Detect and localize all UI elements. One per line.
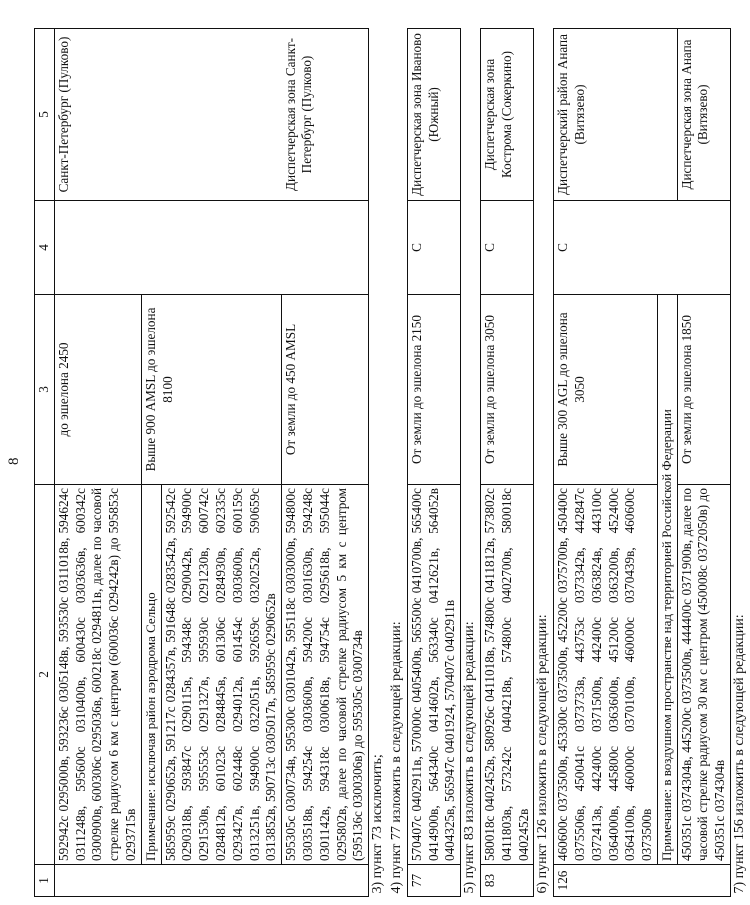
height-cell: От земли до 450 AMSL xyxy=(282,295,369,485)
table-row xyxy=(282,29,369,897)
header-cell: 3 xyxy=(35,295,55,485)
coordinates-cell: 580018с 0402452в, 580926с 0411018в, 574800с 0411812в, 573802с 0411803в, 573242с 0404218в, 574800с 0402700в, 580018с 0402452в xyxy=(480,485,533,865)
table-row xyxy=(54,29,141,897)
class-cell: С xyxy=(407,201,460,295)
coordinates-cell: 592942с 0295000в, 593236с 0305148в, 593530с 0311018в, 594624с 0311248в, 595600с 0310400в, 600430с 0303636в, 600342с 0300900в, 600306с 0295036в, 600218с 0294811в, далее по часовой стрелке радиусом 6 км с центром (600036с 0294242в) до 595853с 0293715в xyxy=(54,485,141,865)
amendment-row xyxy=(369,29,388,897)
coordinates-cell: 460600с 0373500в, 453300с 0373500в, 452200с 0375700в, 450400с 0375506в, 450041с 0373733в, 443753с 0373342в, 442847с 0372413в, 442400с 0371500в, 442400с 0363824в, 443100с 0364000в, 445800с 0363600в, 451200с 0363200в, 452400с 0364100в, 460000с 0370100в, 460000с 0370439в, 460600с 0373500в xyxy=(554,485,658,865)
class-cell xyxy=(54,201,368,295)
unit-cell: Диспетчерский район Анапа (Витязево) xyxy=(554,29,678,201)
amendment-row xyxy=(534,29,554,897)
height-cell: Выше 900 AMSL до эшелона 8100 xyxy=(141,295,281,485)
amendment-row xyxy=(731,29,750,897)
header-cell: 2 xyxy=(35,485,55,865)
table-row xyxy=(677,29,730,897)
page-number: 8 xyxy=(6,457,22,465)
row-number-cell: 77 xyxy=(407,865,460,897)
row-number-cell: 83 xyxy=(480,865,533,897)
header-cell: 1 xyxy=(35,865,55,897)
amendment-text: 5) пункт 83 изложить в следующей редакции: xyxy=(462,621,478,894)
coordinates-cell: 450351с 0374304в, 445200с 0373500в, 444400с 0371900в, далее по часовой стрелке радиусом 30 км с центром (450008с 0372050в) до 450351с 0374304в xyxy=(677,485,730,865)
unit-cell: Диспетчерская зона Анапа (Витязево) xyxy=(677,29,730,201)
coordinates-cell: 595305с 0300734в, 595300с 0301042в, 595118с 0303000в, 594800с 0303518в, 594254с 0303600в, 594200с 0301630в, 594248с 0301142в, 594318с 0300618в, 594754с 0295618в, 595044с 0295802в, далее по часовой стрелке радиусом 5 км с центром (595136с 0300306в) до 595305с 0300734в xyxy=(282,485,369,865)
airspace-table xyxy=(34,28,750,897)
coordinates-cell: 570407с 0402911в, 570000с 0405400в, 565500с 0410700в, 565400с 0414900в, 564340с 0414602в, 563340с 0412621в, 564052в 0404325в, 565947с 0401924, 570407с 0402911в xyxy=(407,485,460,865)
amendment-row xyxy=(388,29,407,897)
note-cell: Примечание: в воздушном пространстве над территорией Российской Федерации xyxy=(657,295,677,865)
unit-cell-empty xyxy=(141,29,281,201)
row-number-cell xyxy=(54,865,368,897)
amendment-text: 4) пункт 77 изложить в следующей редакции: xyxy=(388,621,404,894)
table-row xyxy=(480,29,533,897)
height-cell: до эшелона 2450 xyxy=(54,295,141,485)
height-cell: Выше 300 AGL до эшелона 3050 xyxy=(554,295,658,485)
unit-cell: Диспетчерская зона Кострома (Сокеркино) xyxy=(480,29,533,201)
amendment-text: 3) пункт 73 исключить; xyxy=(370,754,386,894)
height-cell: От земли до эшелона 3050 xyxy=(480,295,533,485)
row-number-cell: 126 xyxy=(554,865,731,897)
table-row xyxy=(407,29,460,897)
amendment-row xyxy=(461,29,481,897)
amendment-text: 7) пункт 156 изложить в следующей редакции: xyxy=(732,614,748,894)
table-header-row xyxy=(35,29,55,897)
header-cell: 4 xyxy=(35,201,55,295)
class-cell: С xyxy=(554,201,731,295)
height-cell: От земли до эшелона 1850 xyxy=(677,295,730,485)
note-cell: Примечание: исключая район аэродрома Сельцо xyxy=(141,485,161,865)
coordinates-cell: 585959с 0290652в, 591217с 0284357в, 591648с 0283542в, 592542с 0290318в, 593847с 0290115в, 594348с 0290042в, 594900с 0291530в, 595553с 0291327в, 595930с 0291230в, 600742с 0284812в, 601023с 0284845в, 601306с 0284930в, 602335с 0293427в, 602448с 0294012в, 601454с 0303600в, 600159с 0313251в, 594900с 0322051в, 592659с 0320252в, 590659с 0313852в, 590713с 0305017в, 585959с 0290652в xyxy=(161,485,282,865)
unit-cell: Санкт-Петербург (Пулково) xyxy=(54,29,141,201)
height-cell: От земли до эшелона 2150 xyxy=(407,295,460,485)
unit-cell: Диспетчерская зона Санкт-Петербург (Пулково) xyxy=(282,29,369,201)
table-row xyxy=(141,29,161,897)
table-row xyxy=(554,29,658,897)
unit-cell: Диспетчерская зона Иваново (Южный) xyxy=(407,29,460,201)
class-cell: С xyxy=(480,201,533,295)
amendment-text: 6) пункт 126 изложить в следующей редакции: xyxy=(535,614,551,894)
header-cell: 5 xyxy=(35,29,55,201)
